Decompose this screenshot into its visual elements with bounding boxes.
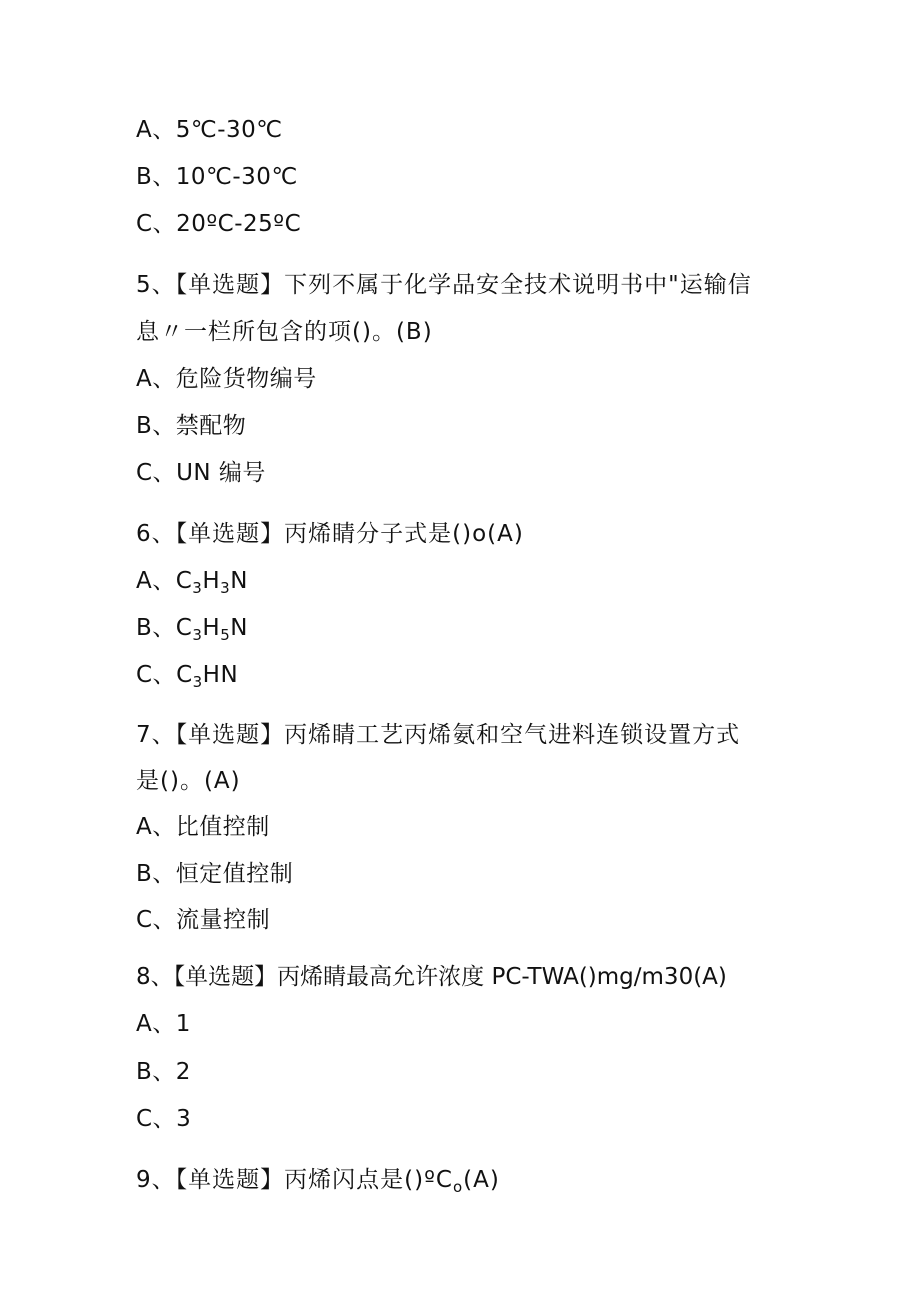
q5-option-a: [136, 364, 317, 394]
option-letter: B、: [136, 164, 176, 190]
option-text: 危险货物编号: [175, 366, 317, 392]
option-letter: B、: [136, 615, 176, 641]
formula-part: C: [175, 615, 193, 641]
formula-subscript: 3: [192, 626, 203, 644]
question-subscript: o: [452, 1178, 464, 1196]
option-letter: A、: [136, 366, 176, 392]
q8-option-c: [136, 1104, 191, 1134]
q8-option-a: [136, 1009, 191, 1039]
formula-part: C: [175, 568, 193, 594]
formula-part: N: [230, 615, 248, 641]
q5-option-c: [136, 458, 266, 488]
q4-option-a: [136, 115, 283, 145]
formula-subscript: 3: [220, 579, 231, 597]
option-text: 比值控制: [175, 814, 270, 840]
option-text: 恒定值控制: [175, 861, 294, 887]
q7-option-c: [136, 905, 270, 935]
q6-option-a: [136, 566, 248, 596]
option-text: 5℃-30℃: [175, 117, 283, 143]
formula-part: N: [230, 568, 248, 594]
option-letter: A、: [136, 568, 176, 594]
q6-option-c: [136, 660, 238, 690]
q6-option-b: [136, 613, 248, 643]
option-letter: A、: [136, 814, 176, 840]
q7-option-a: [136, 812, 270, 842]
q6-question-line1: 6、【单选题】丙烯睛分子式是()o(A): [136, 521, 524, 547]
option-letter: C、: [136, 1106, 177, 1132]
q7-option-b: [136, 859, 293, 889]
q5-option-b: [136, 411, 246, 441]
formula-part: H: [202, 568, 221, 594]
option-letter: C、: [136, 907, 177, 933]
option-text: 流量控制: [176, 907, 271, 933]
formula-part: HN: [202, 662, 239, 688]
option-letter: A、: [136, 1011, 176, 1037]
q7-question-line2: 是()。(A): [136, 768, 241, 794]
q8-option-b: [136, 1057, 191, 1087]
formula-subscript: 3: [192, 673, 203, 691]
option-text: 禁配物: [175, 413, 247, 439]
option-letter: B、: [136, 1059, 176, 1085]
option-text: 20ºC-25ºC: [176, 211, 302, 237]
q8-question-line1: 8、【单选题】丙烯睛最高允许浓度 PC-TWA()mg∕m30(A): [136, 964, 727, 990]
formula-subscript: 3: [192, 579, 203, 597]
q4-option-b: [136, 162, 298, 192]
formula-part: H: [202, 615, 221, 641]
option-text: UN 编号: [176, 460, 266, 486]
formula-subscript: 5: [220, 626, 231, 644]
q9-question-line1: [136, 1165, 500, 1195]
question-text: 9、【单选题】丙烯闪点是()ºC: [136, 1167, 453, 1193]
option-letter: C、: [136, 662, 177, 688]
option-letter: C、: [136, 460, 177, 486]
q5-question-line1: 5、【单选题】下列不属于化学品安全技术说明书中"运输信: [136, 272, 752, 298]
option-text: 10℃-30℃: [175, 164, 298, 190]
option-letter: B、: [136, 861, 176, 887]
q5-question-line2: 息〃一栏所包含的项()。(B): [136, 319, 433, 345]
formula-part: C: [176, 662, 193, 688]
option-letter: C、: [136, 211, 177, 237]
option-letter: B、: [136, 413, 176, 439]
option-text: 1: [175, 1011, 191, 1037]
option-text: 2: [175, 1059, 191, 1085]
question-answer: (A): [463, 1167, 500, 1193]
option-text: 3: [176, 1106, 192, 1132]
q7-question-line1: 7、【单选题】丙烯睛工艺丙烯氨和空气进料连锁设置方式: [136, 722, 741, 748]
q4-option-c: [136, 209, 301, 239]
option-letter: A、: [136, 117, 176, 143]
